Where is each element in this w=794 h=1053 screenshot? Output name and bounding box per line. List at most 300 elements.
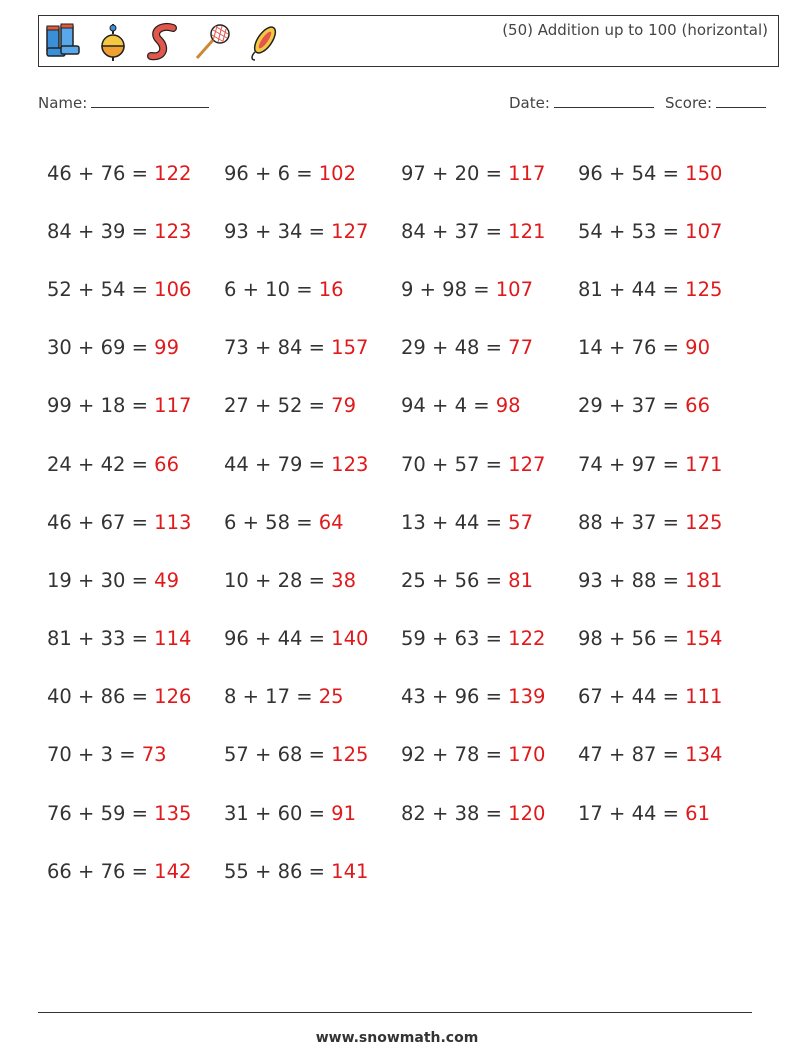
equals-sign: =	[125, 336, 155, 360]
addend-b: 44	[631, 801, 657, 825]
answer: 170	[508, 743, 546, 767]
problem	[47, 278, 224, 301]
addend-a: 57	[224, 743, 249, 767]
plus-sign: +	[236, 510, 266, 534]
addend-b: 78	[454, 743, 480, 767]
problem	[578, 453, 755, 476]
problem-row	[47, 668, 767, 726]
problem	[47, 802, 224, 825]
plus-sign: +	[248, 568, 278, 592]
addend-a: 10	[224, 568, 249, 592]
addend-a: 66	[47, 859, 72, 883]
addend-a: 94	[401, 394, 426, 418]
addend-b: 44	[277, 627, 303, 651]
plus-sign: +	[71, 219, 101, 243]
equals-sign: =	[125, 510, 155, 534]
footer-divider	[38, 1012, 752, 1013]
plus-sign: +	[236, 685, 266, 709]
problem	[578, 336, 755, 359]
plus-sign: +	[602, 743, 632, 767]
problem	[47, 453, 224, 476]
addend-b: 44	[631, 685, 657, 709]
problem	[578, 162, 755, 185]
problem	[401, 278, 578, 301]
problem	[401, 453, 578, 476]
addend-a: 93	[578, 568, 603, 592]
answer: 66	[685, 394, 710, 418]
equals-sign: =	[125, 277, 155, 301]
problem	[401, 336, 578, 359]
addend-b: 30	[100, 568, 126, 592]
answer: 111	[685, 685, 723, 709]
addend-a: 74	[578, 452, 603, 476]
problem	[224, 394, 401, 417]
score-line	[716, 93, 766, 108]
problem	[224, 860, 401, 883]
equals-sign: =	[125, 394, 155, 418]
addend-b: 34	[277, 219, 303, 243]
problem	[224, 569, 401, 592]
plus-sign: +	[425, 627, 455, 651]
equals-sign: =	[125, 859, 155, 883]
plus-sign: +	[602, 394, 632, 418]
addend-b: 39	[100, 219, 126, 243]
plus-sign: +	[248, 161, 278, 185]
equals-sign: =	[479, 568, 509, 592]
addend-a: 59	[401, 627, 426, 651]
equals-sign: =	[656, 277, 686, 301]
problem	[47, 627, 224, 650]
addend-b: 76	[100, 859, 126, 883]
problem	[578, 394, 755, 417]
addend-a: 6	[224, 510, 237, 534]
problem-row	[47, 435, 767, 493]
answer: 127	[331, 219, 369, 243]
plus-sign: +	[602, 510, 632, 534]
answer: 134	[685, 743, 723, 767]
problem-row	[47, 842, 767, 900]
addend-a: 98	[578, 627, 603, 651]
answer: 171	[685, 452, 723, 476]
equals-sign: =	[656, 161, 686, 185]
equals-sign: =	[656, 685, 686, 709]
equals-sign: =	[302, 568, 332, 592]
problem-grid	[47, 144, 767, 900]
addend-a: 96	[224, 161, 249, 185]
equals-sign: =	[125, 161, 155, 185]
score-field[interactable]	[665, 93, 766, 112]
addend-a: 43	[401, 685, 426, 709]
answer: 66	[154, 452, 179, 476]
addend-b: 52	[277, 394, 303, 418]
addend-a: 31	[224, 801, 249, 825]
name-line	[91, 93, 209, 108]
problem-row	[47, 493, 767, 551]
plus-sign: +	[602, 219, 632, 243]
problem	[401, 162, 578, 185]
plus-sign: +	[602, 801, 632, 825]
fishing-net-icon	[193, 22, 233, 62]
addend-a: 96	[224, 627, 249, 651]
answer: 125	[685, 510, 723, 534]
answer: 107	[685, 219, 723, 243]
addend-b: 76	[631, 336, 657, 360]
plus-sign: +	[71, 859, 101, 883]
problem	[578, 278, 755, 301]
addend-b: 56	[631, 627, 657, 651]
addend-a: 9	[401, 277, 414, 301]
plus-sign: +	[71, 161, 101, 185]
answer: 120	[508, 801, 546, 825]
problem	[401, 802, 578, 825]
answer: 140	[331, 627, 369, 651]
equals-sign: =	[479, 161, 509, 185]
problem	[47, 685, 224, 708]
problem-row	[47, 551, 767, 609]
plus-sign: +	[602, 277, 632, 301]
equals-sign: =	[656, 452, 686, 476]
answer: 73	[141, 743, 167, 767]
addend-b: 53	[631, 219, 657, 243]
addend-b: 10	[265, 277, 290, 301]
answer: 157	[331, 336, 369, 360]
date-line	[554, 93, 654, 108]
equals-sign: =	[302, 219, 332, 243]
equals-sign: =	[302, 452, 332, 476]
addend-b: 86	[100, 685, 126, 709]
equals-sign: =	[479, 743, 509, 767]
problem	[224, 453, 401, 476]
fishing-float-icon	[93, 22, 133, 62]
plus-sign: +	[602, 452, 632, 476]
addend-a: 29	[401, 336, 426, 360]
worksheet-header	[38, 15, 779, 67]
addend-b: 87	[631, 743, 657, 767]
addend-b: 96	[454, 685, 480, 709]
addend-b: 60	[277, 801, 303, 825]
addend-a: 30	[47, 336, 72, 360]
answer: 25	[318, 685, 344, 709]
plus-sign: +	[248, 452, 278, 476]
answer: 123	[154, 219, 192, 243]
addend-a: 82	[401, 801, 426, 825]
answer: 114	[154, 627, 192, 651]
addend-a: 13	[401, 510, 426, 534]
plus-sign: +	[248, 394, 278, 418]
equals-sign: =	[479, 452, 509, 476]
plus-sign: +	[425, 219, 455, 243]
plus-sign: +	[425, 510, 455, 534]
answer: 99	[154, 336, 179, 360]
problem-row	[47, 610, 767, 668]
plus-sign: +	[71, 452, 101, 476]
addend-b: 48	[454, 336, 480, 360]
addend-a: 70	[401, 452, 426, 476]
equals-sign: =	[467, 394, 496, 418]
equals-sign: =	[302, 859, 332, 883]
problem	[224, 336, 401, 359]
plus-sign: +	[413, 277, 443, 301]
equals-sign: =	[656, 219, 686, 243]
name-field[interactable]	[38, 93, 209, 112]
plus-sign: +	[425, 336, 455, 360]
problem	[47, 860, 224, 883]
addend-b: 59	[100, 801, 126, 825]
equals-sign: =	[302, 394, 332, 418]
equals-sign: =	[125, 568, 155, 592]
date-label: Date:	[509, 94, 550, 112]
problem	[47, 743, 224, 766]
addend-b: 63	[454, 627, 480, 651]
plus-sign: +	[71, 277, 101, 301]
plus-sign: +	[71, 801, 101, 825]
addend-b: 37	[454, 219, 480, 243]
addend-a: 29	[578, 394, 603, 418]
score-label: Score:	[665, 94, 713, 112]
addend-b: 42	[100, 452, 126, 476]
footer-site: www.snowmath.com	[315, 1030, 479, 1046]
addend-a: 6	[224, 277, 237, 301]
addend-b: 57	[454, 452, 480, 476]
problem	[47, 569, 224, 592]
addend-b: 37	[631, 510, 657, 534]
problem	[47, 336, 224, 359]
problem	[224, 802, 401, 825]
plus-sign: +	[248, 627, 278, 651]
equals-sign: =	[125, 452, 155, 476]
problem	[47, 511, 224, 534]
addend-a: 40	[47, 685, 72, 709]
equals-sign: =	[302, 801, 332, 825]
answer: 181	[685, 568, 723, 592]
addend-b: 38	[454, 801, 480, 825]
addend-a: 47	[578, 743, 603, 767]
problem-row	[47, 319, 767, 377]
problem	[224, 278, 401, 301]
problem	[224, 627, 401, 650]
answer: 121	[508, 219, 546, 243]
addend-a: 55	[224, 859, 249, 883]
equals-sign: =	[656, 510, 686, 534]
plus-sign: +	[425, 394, 455, 418]
addend-b: 33	[100, 627, 126, 651]
addend-a: 99	[47, 394, 72, 418]
equals-sign: =	[125, 219, 155, 243]
fishing-lure-icon	[243, 22, 283, 62]
addend-b: 44	[454, 510, 480, 534]
addend-b: 17	[265, 685, 290, 709]
plus-sign: +	[71, 743, 101, 767]
answer: 125	[331, 743, 369, 767]
plus-sign: +	[602, 568, 632, 592]
equals-sign: =	[290, 277, 319, 301]
addend-b: 6	[277, 161, 290, 185]
addend-b: 56	[454, 568, 480, 592]
date-field[interactable]	[509, 93, 654, 112]
answer: 107	[495, 277, 533, 301]
addend-a: 96	[578, 161, 603, 185]
addend-b: 86	[277, 859, 303, 883]
problem-row	[47, 377, 767, 435]
problem	[224, 743, 401, 766]
plus-sign: +	[248, 859, 278, 883]
problem	[401, 685, 578, 708]
problem	[47, 394, 224, 417]
addend-a: 25	[401, 568, 426, 592]
answer: 125	[685, 277, 723, 301]
addend-b: 76	[100, 161, 126, 185]
addend-a: 81	[47, 627, 72, 651]
answer: 49	[154, 568, 179, 592]
plus-sign: +	[71, 336, 101, 360]
equals-sign: =	[656, 336, 686, 360]
equals-sign: =	[656, 743, 686, 767]
addend-b: 44	[631, 277, 657, 301]
answer: 139	[508, 685, 546, 709]
answer: 64	[318, 510, 344, 534]
plus-sign: +	[602, 627, 632, 651]
addend-a: 54	[578, 219, 603, 243]
answer: 91	[331, 801, 356, 825]
answer: 77	[508, 336, 533, 360]
problem	[578, 511, 755, 534]
plus-sign: +	[425, 685, 455, 709]
answer: 126	[154, 685, 192, 709]
problem	[401, 394, 578, 417]
addend-b: 20	[454, 161, 480, 185]
addend-a: 76	[47, 801, 72, 825]
equals-sign: =	[302, 336, 332, 360]
equals-sign: =	[290, 685, 319, 709]
plus-sign: +	[71, 685, 101, 709]
equals-sign: =	[290, 161, 319, 185]
equals-sign: =	[479, 801, 509, 825]
name-label: Name:	[38, 94, 88, 112]
addend-a: 24	[47, 452, 72, 476]
addend-a: 46	[47, 161, 72, 185]
plus-sign: +	[602, 336, 632, 360]
answer: 127	[508, 452, 546, 476]
addend-a: 88	[578, 510, 603, 534]
equals-sign: =	[479, 510, 509, 534]
addend-b: 3	[100, 743, 113, 767]
problem	[401, 569, 578, 592]
equals-sign: =	[125, 685, 155, 709]
equals-sign: =	[125, 801, 155, 825]
problem	[401, 743, 578, 766]
addend-b: 98	[442, 277, 467, 301]
problem	[224, 511, 401, 534]
answer: 150	[685, 161, 723, 185]
addend-a: 14	[578, 336, 603, 360]
answer: 122	[154, 161, 192, 185]
equals-sign: =	[113, 743, 142, 767]
addend-b: 18	[100, 394, 126, 418]
addend-a: 44	[224, 452, 249, 476]
answer: 81	[508, 568, 533, 592]
problem	[578, 220, 755, 243]
plus-sign: +	[71, 568, 101, 592]
answer: 38	[331, 568, 356, 592]
answer: 117	[154, 394, 192, 418]
addend-a: 27	[224, 394, 249, 418]
worksheet-title: (50) Addition up to 100 (horizontal)	[502, 21, 768, 39]
problem	[578, 802, 755, 825]
equals-sign: =	[479, 685, 509, 709]
problem	[47, 220, 224, 243]
problem-row	[47, 202, 767, 260]
problem	[578, 685, 755, 708]
equals-sign: =	[290, 510, 319, 534]
plus-sign: +	[425, 743, 455, 767]
addend-a: 92	[401, 743, 426, 767]
problem	[401, 627, 578, 650]
addend-a: 84	[401, 219, 426, 243]
addend-a: 19	[47, 568, 72, 592]
answer: 90	[685, 336, 710, 360]
addend-b: 54	[100, 277, 126, 301]
answer: 141	[331, 859, 369, 883]
plus-sign: +	[425, 801, 455, 825]
answer: 57	[508, 510, 533, 534]
boots-icon	[43, 22, 83, 62]
equals-sign: =	[302, 627, 332, 651]
problem-row	[47, 260, 767, 318]
answer: 79	[331, 394, 356, 418]
equals-sign: =	[656, 568, 686, 592]
answer: 98	[495, 394, 521, 418]
plus-sign: +	[248, 219, 278, 243]
plus-sign: +	[71, 394, 101, 418]
addend-b: 97	[631, 452, 657, 476]
plus-sign: +	[602, 685, 632, 709]
equals-sign: =	[467, 277, 496, 301]
plus-sign: +	[236, 277, 266, 301]
addend-b: 58	[265, 510, 290, 534]
addend-a: 17	[578, 801, 603, 825]
addend-a: 93	[224, 219, 249, 243]
addend-a: 81	[578, 277, 603, 301]
addend-b: 37	[631, 394, 657, 418]
problem	[401, 220, 578, 243]
answer: 122	[508, 627, 546, 651]
equals-sign: =	[302, 743, 332, 767]
equals-sign: =	[656, 394, 686, 418]
problem	[578, 743, 755, 766]
answer: 16	[318, 277, 344, 301]
problem-row	[47, 726, 767, 784]
plus-sign: +	[602, 161, 632, 185]
problem	[224, 685, 401, 708]
addend-b: 69	[100, 336, 126, 360]
worm-icon	[143, 22, 183, 62]
equals-sign: =	[656, 627, 686, 651]
plus-sign: +	[248, 801, 278, 825]
answer: 117	[508, 161, 546, 185]
addend-a: 73	[224, 336, 249, 360]
problem	[224, 220, 401, 243]
addend-b: 28	[277, 568, 303, 592]
addend-a: 70	[47, 743, 72, 767]
plus-sign: +	[71, 510, 101, 534]
addend-a: 46	[47, 510, 72, 534]
addend-a: 8	[224, 685, 237, 709]
answer: 154	[685, 627, 723, 651]
addend-a: 67	[578, 685, 603, 709]
answer: 102	[318, 161, 356, 185]
problem-row	[47, 784, 767, 842]
answer: 123	[331, 452, 369, 476]
